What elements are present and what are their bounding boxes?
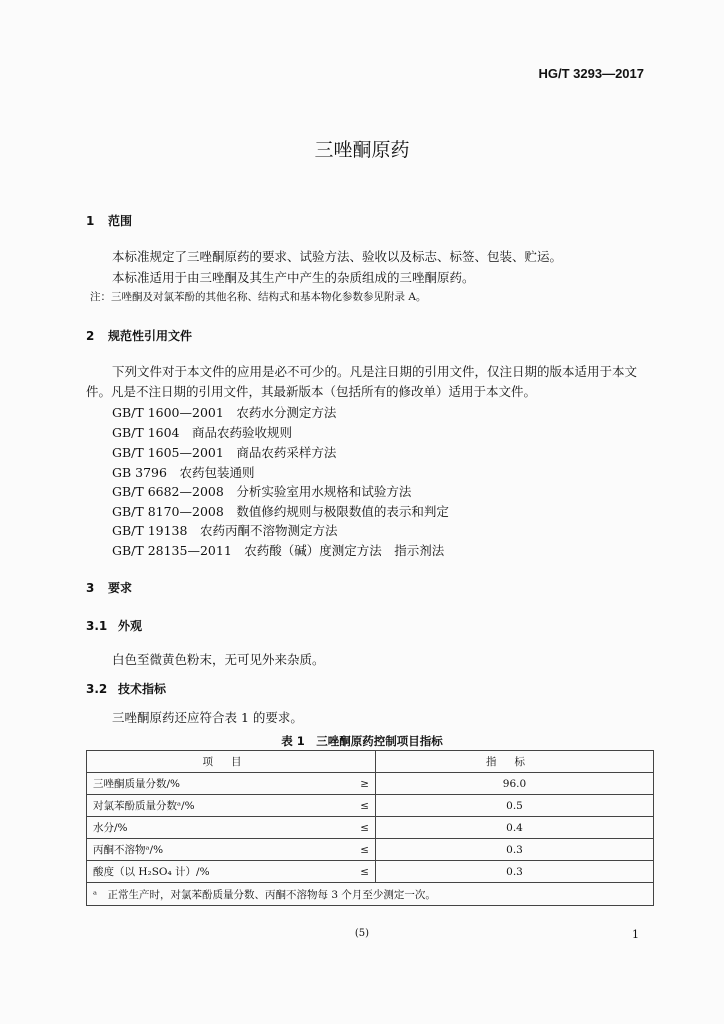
section-number: 1	[86, 214, 95, 228]
paragraph: 下列文件对于本文件的应用是必不可少的。凡是注日期的引用文件，仅注日期的版本适用于本文件。凡是不注日期的引用文件，其最新版本（包括所有的修改单）适用于本文件。	[86, 364, 638, 399]
table-row	[87, 773, 654, 795]
table-title: 表 1 三唑酮原药控制项目指标	[281, 734, 443, 748]
row-value: 0.4	[376, 817, 654, 839]
section-2-heading	[86, 327, 192, 344]
header-value: 指标	[376, 751, 654, 773]
table-footnote: ᵃ 正常生产时，对氯苯酚质量分数、丙酮不溶物每 3 个月至少测定一次。	[87, 883, 654, 906]
row-operator: ≤	[339, 817, 376, 839]
page-code: (5)	[354, 928, 370, 939]
reference-item: GB 3796 农药包装通则	[112, 465, 255, 480]
subsection-title: 技术指标	[118, 682, 167, 696]
reference-item: GB/T 1600—2001 农药水分测定方法	[112, 405, 337, 420]
section-title: 范围	[108, 214, 133, 228]
table-row	[87, 839, 654, 861]
section-title: 要求	[108, 581, 133, 595]
section-number: 3	[86, 581, 95, 595]
reference-item: GB/T 28135—2011 农药酸（碱）度测定方法 指示剂法	[112, 543, 445, 558]
page-number: 1	[632, 928, 639, 941]
reference-item: GB/T 8170—2008 数值修约规则与极限数值的表示和判定	[112, 504, 449, 519]
row-value: 0.5	[376, 795, 654, 817]
row-value: 0.3	[376, 839, 654, 861]
table-row	[87, 817, 654, 839]
paragraph: 本标准规定了三唑酮原药的要求、试验方法、验收以及标志、标签、包装、贮运。	[112, 249, 563, 264]
row-item: 三唑酮质量分数/%	[87, 773, 340, 795]
spec-table	[86, 750, 654, 906]
paragraph: 三唑酮原药还应符合表 1 的要求。	[112, 710, 303, 725]
table-row	[87, 795, 654, 817]
table-header-row	[87, 751, 654, 773]
reference-item: GB/T 19138 农药丙酮不溶物测定方法	[112, 523, 338, 538]
paragraph: 本标准适用于由三唑酮及其生产中产生的杂质组成的三唑酮原药。	[112, 270, 475, 285]
section-title: 规范性引用文件	[108, 329, 193, 343]
section-3-heading	[86, 579, 132, 596]
section-1-heading	[86, 212, 132, 229]
row-operator: ≤	[339, 839, 376, 861]
row-operator: ≤	[339, 795, 376, 817]
row-operator: ≥	[339, 773, 376, 795]
row-value: 96.0	[376, 773, 654, 795]
subsection-title: 外观	[118, 619, 143, 633]
reference-item: GB/T 1604 商品农药验收规则	[112, 425, 293, 440]
row-item: 丙酮不溶物ᵃ/%	[87, 839, 340, 861]
reference-item: GB/T 1605—2001 商品农药采样方法	[112, 445, 337, 460]
document-title: 三唑酮原药	[314, 139, 410, 161]
note: 注：三唑酮及对氯苯酚的其他名称、结构式和基本物化参数参见附录 A。	[90, 291, 427, 303]
subsection-3-2-heading	[86, 680, 166, 697]
header-item: 项目	[87, 751, 376, 773]
row-operator: ≤	[339, 861, 376, 883]
reference-item: GB/T 6682—2008 分析实验室用水规格和试验方法	[112, 484, 412, 499]
table-footnote-row	[87, 883, 654, 906]
subsection-3-1-heading	[86, 617, 142, 634]
standard-number: HG/T 3293—2017	[538, 66, 644, 81]
section-number: 2	[86, 329, 95, 343]
row-value: 0.3	[376, 861, 654, 883]
row-item: 水分/%	[87, 817, 340, 839]
row-item: 对氯苯酚质量分数ᵃ/%	[87, 795, 340, 817]
subsection-number: 3.2	[86, 682, 108, 696]
subsection-number: 3.1	[86, 619, 108, 633]
paragraph: 白色至微黄色粉末，无可见外来杂质。	[112, 652, 325, 667]
table-row	[87, 861, 654, 883]
row-item: 酸度（以 H₂SO₄ 计）/%	[87, 861, 340, 883]
